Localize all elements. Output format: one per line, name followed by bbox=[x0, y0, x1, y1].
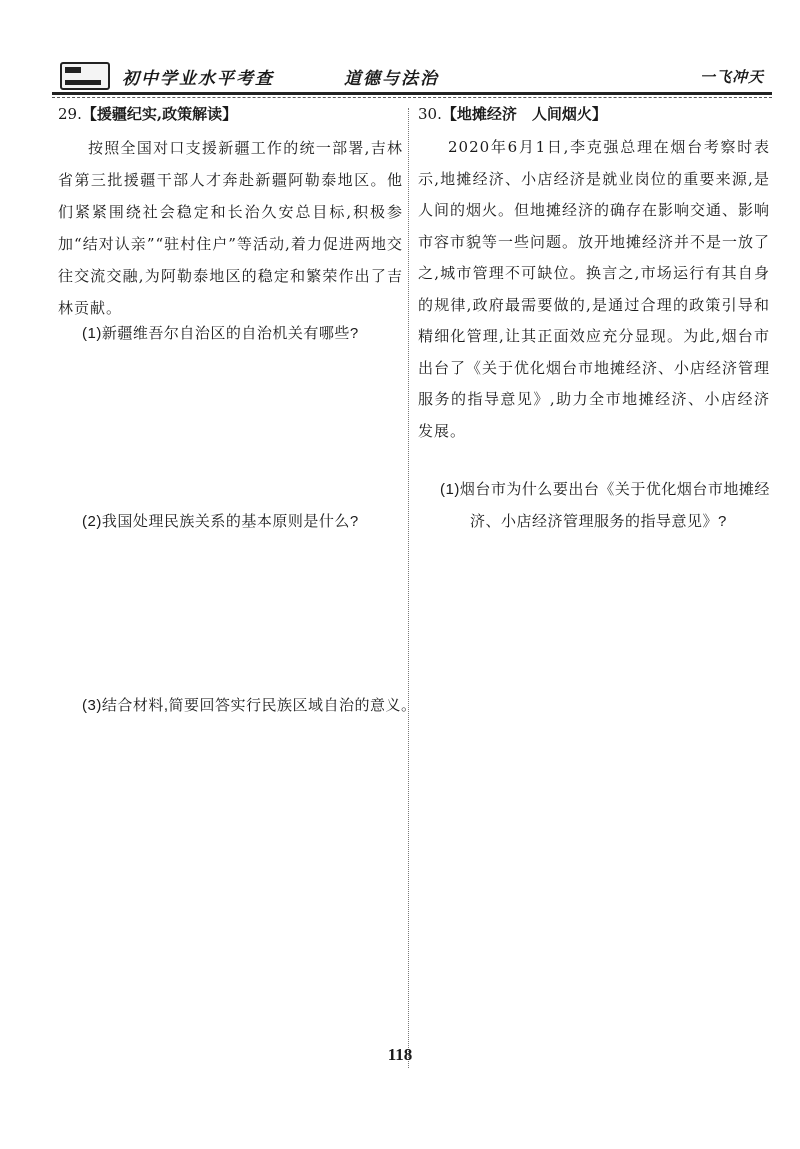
column-divider bbox=[408, 108, 409, 1068]
series-title: 初中学业水平考查 bbox=[122, 69, 274, 89]
question-number: 29. bbox=[58, 105, 82, 123]
question-30-title bbox=[418, 104, 770, 124]
subject-title: 道德与法治 bbox=[344, 69, 439, 89]
question-heading: 【地摊经济 人间烟火】 bbox=[441, 105, 607, 123]
header-rule bbox=[52, 92, 772, 95]
question-30 bbox=[418, 104, 770, 447]
page-header bbox=[52, 58, 772, 94]
question-29-sub-3: (3)结合材料,简要回答实行民族区域自治的意义。 bbox=[82, 697, 417, 714]
brand-name: 一飞冲天 bbox=[699, 68, 764, 86]
question-29-material: 按照全国对口支援新疆工作的统一部署,吉林省第三批援疆干部人才奔赴新疆阿勒泰地区。他们紧紧围绕社会稳定和长治久安总目标,积极参加“结对认亲”“驻村住户”等活动,着力促进两地交往交流交融,为阿勒泰地区的稳定和繁荣作出了吉林贡献。 bbox=[58, 139, 403, 317]
question-29-sub-1: (1)新疆维吾尔自治区的自治机关有哪些? bbox=[82, 325, 359, 342]
question-29-sub-2: (2)我国处理民族关系的基本原则是什么? bbox=[82, 513, 359, 530]
question-number: 30. bbox=[418, 105, 442, 123]
question-30-material: 2020年6月1日,李克强总理在烟台考察时表示,地摊经济、小店经济是就业岗位的重要来源,是人间的烟火。但地摊经济的确存在影响交通、影响市容市貌等一些问题。放开地摊经济并不是一放了之,城市管理不可缺位。换言之,市场运行有其自身的规律,政府最需要做的,是通过合理的政策引导和精细化管理,让其正面效应充分显现。为此,烟台市出台了《关于优化烟台市地摊经济、小店经济管理服务的指导意见》,助力全市地摊经济、小店经济发展。 bbox=[418, 138, 771, 440]
question-heading: 【援疆纪实,政策解读】 bbox=[81, 105, 238, 123]
series-logo-icon bbox=[60, 62, 110, 90]
header-dashed-rule bbox=[52, 97, 772, 98]
question-29 bbox=[58, 104, 403, 324]
page-number: 118 bbox=[387, 1045, 413, 1064]
question-30-sub-1: (1)烟台市为什么要出台《关于优化烟台市地摊经济、小店经济管理服务的指导意见》? bbox=[440, 481, 770, 530]
question-29-title bbox=[58, 104, 403, 124]
